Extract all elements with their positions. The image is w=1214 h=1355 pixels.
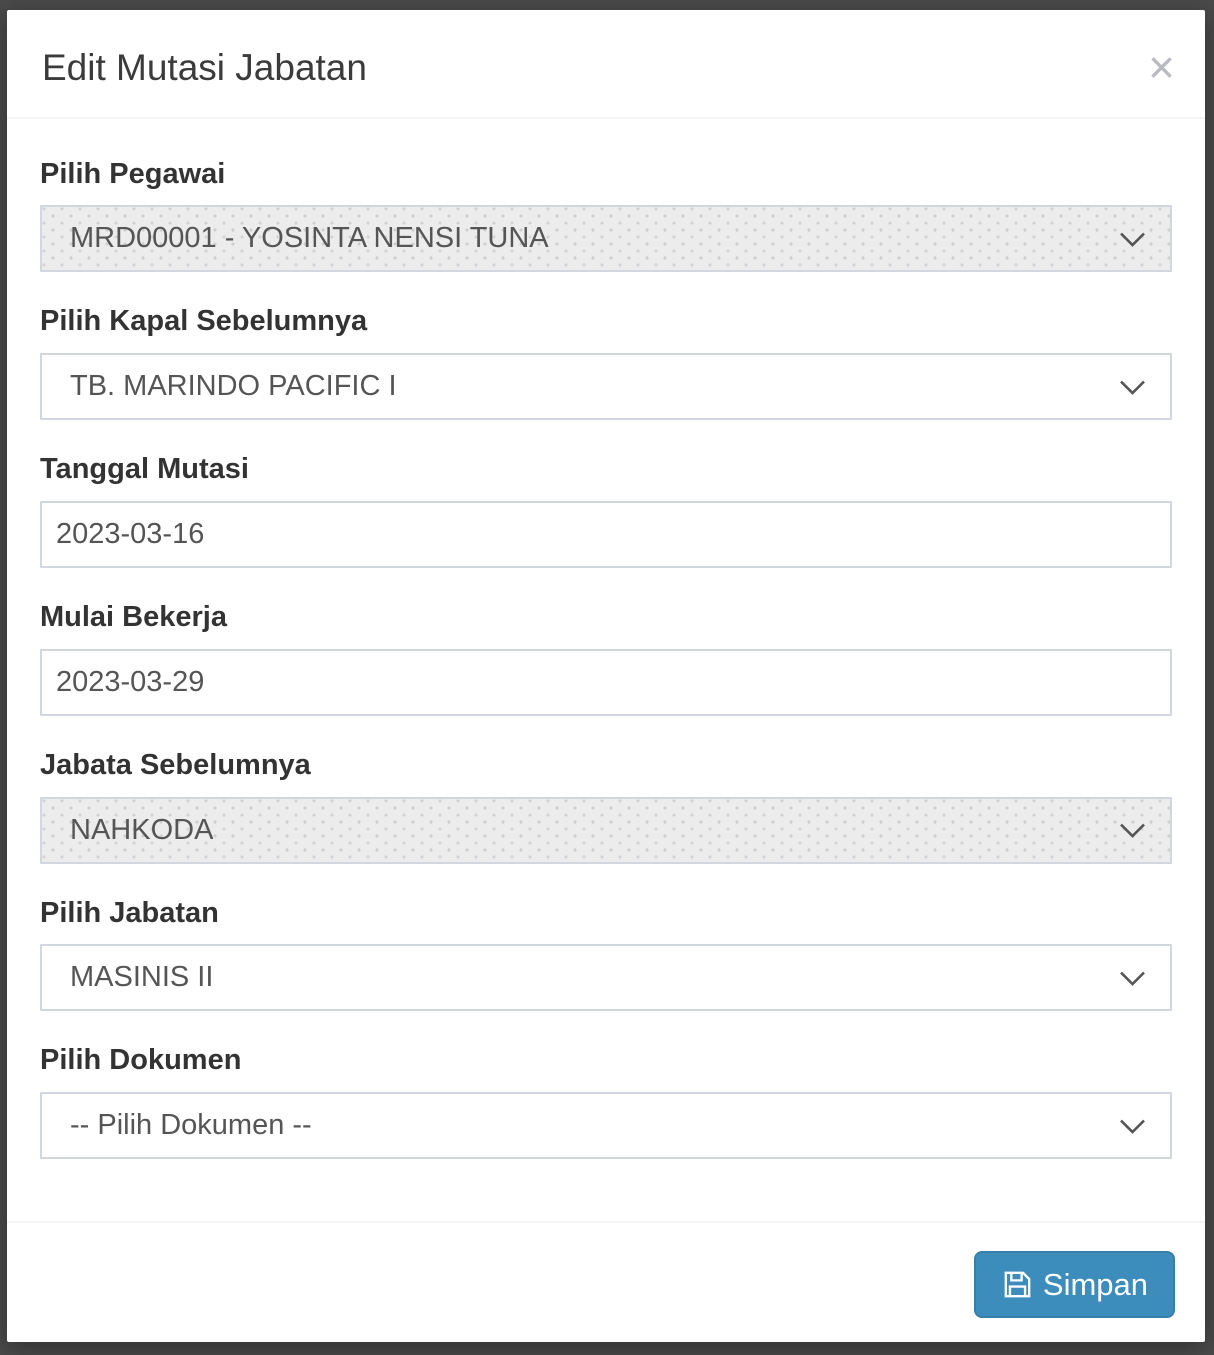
pilih-pegawai-label: Pilih Pegawai bbox=[40, 157, 226, 190]
mulai-bekerja-label: Mulai Bekerja bbox=[40, 601, 227, 634]
modal-body bbox=[7, 119, 1205, 1218]
jabata-sebelumnya-selected-value: NAHKODA bbox=[70, 813, 214, 846]
pilih-kapal-sebelumnya-selected-value: TB. MARINDO PACIFIC I bbox=[70, 370, 397, 403]
edit-mutasi-jabatan-modal bbox=[7, 10, 1205, 1342]
pilih-dokumen-select[interactable] bbox=[40, 1092, 1172, 1159]
floppy-disk-icon bbox=[1001, 1268, 1034, 1301]
modal-title: Edit Mutasi Jabatan bbox=[42, 47, 367, 88]
jabata-sebelumnya-select bbox=[40, 797, 1172, 864]
form-group-jabata-sebelumnya bbox=[40, 748, 1172, 864]
pilih-pegawai-select bbox=[40, 205, 1172, 272]
mulai-bekerja-input[interactable] bbox=[40, 649, 1172, 716]
close-icon[interactable]: × bbox=[1148, 41, 1175, 93]
modal-footer bbox=[7, 1221, 1205, 1342]
pilih-jabatan-label: Pilih Jabatan bbox=[40, 896, 219, 929]
form-group-pilih-pegawai bbox=[40, 157, 1172, 273]
pilih-dokumen-selected-value: -- Pilih Dokumen -- bbox=[70, 1109, 312, 1142]
tanggal-mutasi-input[interactable] bbox=[40, 501, 1172, 568]
pilih-jabatan-select[interactable] bbox=[40, 944, 1172, 1011]
save-button[interactable] bbox=[974, 1251, 1175, 1318]
pilih-dokumen-label: Pilih Dokumen bbox=[40, 1044, 242, 1077]
pilih-pegawai-selected-value: MRD00001 - YOSINTA NENSI TUNA bbox=[70, 222, 549, 255]
chevron-down-icon bbox=[1119, 970, 1146, 987]
chevron-down-icon bbox=[1119, 379, 1146, 396]
form-group-mulai-bekerja bbox=[40, 600, 1172, 716]
form-group-tanggal-mutasi bbox=[40, 452, 1172, 568]
save-button-label: Simpan bbox=[1042, 1266, 1148, 1302]
form-group-pilih-jabatan bbox=[40, 896, 1172, 1012]
chevron-down-icon bbox=[1119, 1118, 1146, 1135]
form-group-pilih-kapal-sebelumnya bbox=[40, 304, 1172, 420]
pilih-kapal-sebelumnya-select[interactable] bbox=[40, 353, 1172, 420]
modal-header bbox=[7, 10, 1205, 119]
chevron-down-icon bbox=[1119, 823, 1146, 840]
tanggal-mutasi-label: Tanggal Mutasi bbox=[40, 453, 249, 486]
chevron-down-icon bbox=[1119, 232, 1146, 249]
pilih-kapal-sebelumnya-label: Pilih Kapal Sebelumnya bbox=[40, 305, 368, 338]
jabata-sebelumnya-label: Jabata Sebelumnya bbox=[40, 748, 311, 781]
pilih-jabatan-selected-value: MASINIS II bbox=[70, 961, 214, 994]
form-group-pilih-dokumen bbox=[40, 1043, 1172, 1159]
